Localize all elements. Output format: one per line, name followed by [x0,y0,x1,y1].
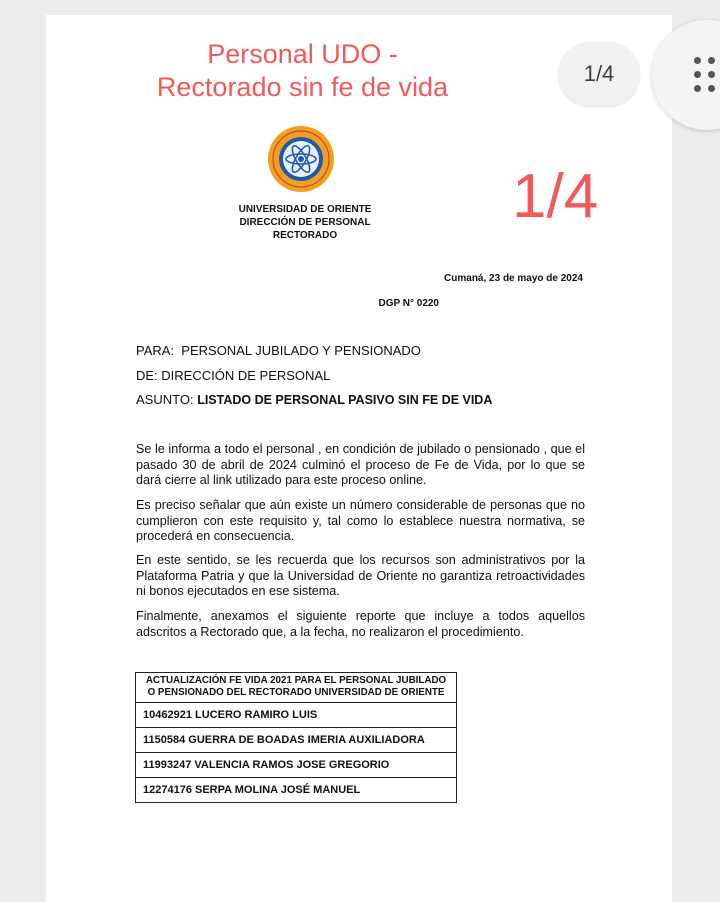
body-paragraph-3: En este sentido, se les recuerda que los recursos son administrativos por la Plataforma Patria y que la Universidad de Oriente no garantiza retroactividades ni bonos ejecutados en ese sistema. [136,553,585,598]
memo-to [136,343,421,358]
table-row [136,728,457,753]
memo-to-value: PERSONAL JUBILADO Y PENSIONADO [181,343,421,358]
memo-from [136,368,330,383]
memo-from-value: DIRECCIÓN DE PERSONAL [161,368,331,383]
table-row [136,778,457,803]
letterhead-line2: DIRECCIÓN DE PERSONAL [239,217,371,228]
body-paragraph-1: Se le informa a todo el personal , en condición de jubilado o pensionado , que el pasado 30 de abril de 2024 culminó el proceso de Fe de Vida, por lo que se dará cierre al link utilizado para este proceso online. [136,442,585,487]
memo-subject-label: ASUNTO: [136,392,194,407]
document-reference: DGP N° 0220 [378,298,439,309]
report-header-line2: O PENSIONADO DEL RECTORADO UNIVERSIDAD DE ORIENTE [147,687,445,698]
memo-subject [136,392,492,407]
report-row-4: 12274176 SERPA MOLINA JOSÉ MANUEL [136,778,457,803]
letterhead [200,203,410,242]
table-row [136,753,457,778]
grid-dots-icon [694,57,718,93]
memo-from-label: DE: [136,368,158,383]
report-header-row [136,673,457,703]
report-row-3: 11993247 VALENCIA RAMOS JOSE GREGORIO [136,753,457,778]
report-table [135,672,457,803]
university-seal-icon [266,124,336,194]
letterhead-line3: RECTORADO [272,230,338,241]
report-row-1: 10462921 LUCERO RAMIRO LUIS [136,703,457,728]
memo-subject-value: LISTADO DE PERSONAL PASIVO SIN FE DE VIDA [197,393,493,407]
overlay-title: Personal UDO - Rectorado sin fe de vida [156,39,449,102]
table-row [136,703,457,728]
report-header [136,673,457,703]
report-row-2: 1150584 GUERRA DE BOADAS IMERIA AUXILIADORA [136,728,457,753]
page-indicator[interactable]: 1/4 [558,42,640,106]
memo-to-label: PARA: [136,343,175,358]
letterhead-line1: UNIVERSIDAD DE ORIENTE [238,204,372,215]
report-header-line1: ACTUALIZACIÓN FE VIDA 2021 PARA EL PERSONAL JUBILADO [145,675,447,686]
body-paragraph-4: Finalmente, anexamos el siguiente reporte que incluye a todos aquellos adscritos a Rectorado que, a la fecha, no realizaron el procedimiento. [136,609,585,639]
document-date: Cumaná, 23 de mayo de 2024 [444,273,583,284]
body-paragraph-2: Es preciso señalar que aún existe un número considerable de personas que no cumplieron con este requisito y, tal como lo establece nuestra normativa, se procederá en consecuencia. [136,498,585,543]
page-fraction-large: 1/4 [512,162,599,231]
